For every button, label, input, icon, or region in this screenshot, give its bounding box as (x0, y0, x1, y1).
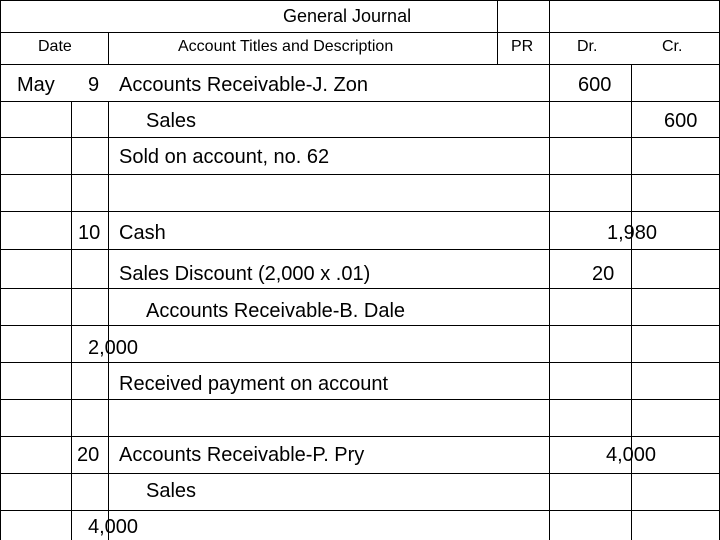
entry-account-credit: Sales (146, 110, 197, 132)
entry-credit-amount: 600 (664, 110, 698, 132)
entry-overflow-amount: 4,000 (88, 516, 139, 538)
entry-day: 9 (88, 74, 100, 96)
entry-overflow-amount: 2,000 (88, 337, 139, 359)
entry-account-credit: Accounts Receivable-B. Dale (146, 300, 406, 322)
journal-title: General Journal (283, 6, 412, 26)
column-header-debit: Dr. (577, 38, 598, 55)
entry-description: Received payment on account (119, 373, 389, 395)
entry-debit-amount: 600 (578, 74, 612, 96)
entry-month: May (17, 74, 55, 96)
entry-account-credit: Sales (146, 480, 197, 502)
column-header-credit: Cr. (662, 38, 683, 55)
entry-debit-amount: 1,980 (607, 222, 658, 244)
column-header-date: Date (38, 38, 72, 55)
entry-account-debit: Accounts Receivable-P. Pry (119, 444, 365, 466)
entry-day: 10 (78, 222, 101, 244)
entry-day: 20 (77, 444, 100, 466)
entry-account-debit: Cash (119, 222, 166, 244)
entry-account-debit: Accounts Receivable-J. Zon (119, 74, 369, 96)
entry-description: Sold on account, no. 62 (119, 146, 330, 168)
column-header-pr: PR (511, 38, 534, 55)
entry-debit-amount: 4,000 (606, 444, 657, 466)
entry-debit-amount: 20 (592, 263, 615, 285)
column-header-account: Account Titles and Description (178, 38, 394, 55)
entry-account-debit: Sales Discount (2,000 x .01) (119, 263, 371, 285)
